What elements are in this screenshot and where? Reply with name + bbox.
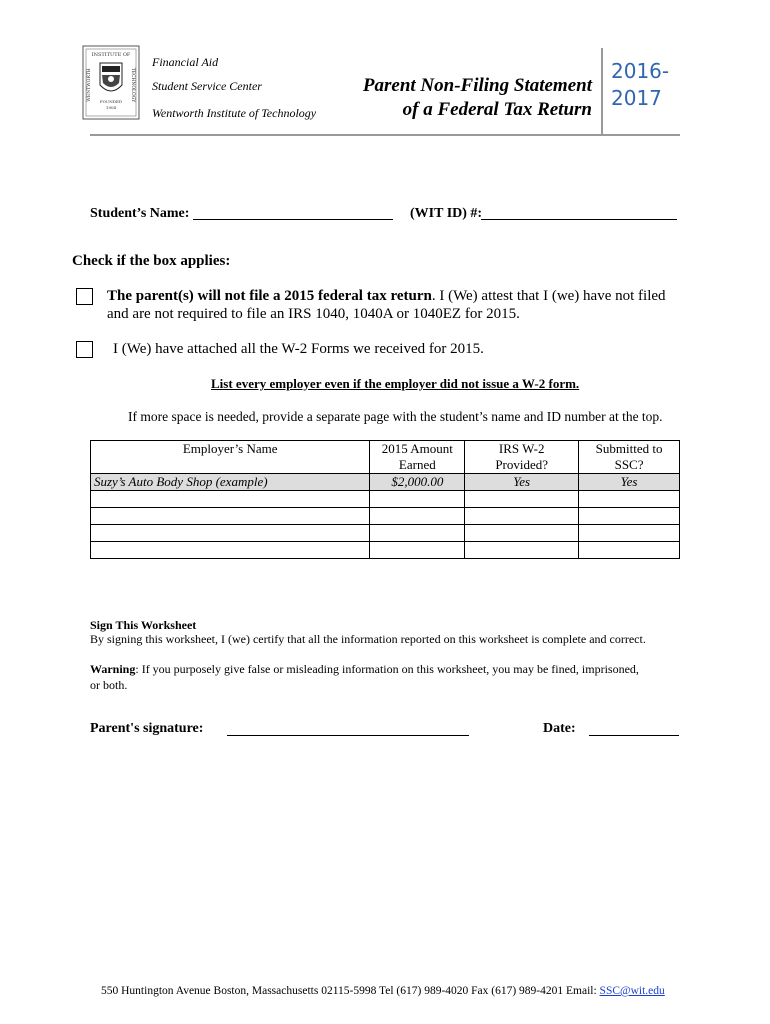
col-header-w2-provided: IRS W-2 Provided? [465, 441, 579, 474]
header-horizontal-rule [90, 134, 680, 136]
seal-text-year: 1904 [105, 105, 117, 110]
w2-cell[interactable] [465, 508, 579, 525]
submitted-cell[interactable] [579, 491, 680, 508]
example-submitted: Yes [579, 474, 680, 491]
employer-name-cell[interactable] [91, 525, 370, 542]
employer-table [90, 440, 680, 559]
not-filing-statement-line2: and are not required to file an IRS 1040, 1040A or 1040EZ for 2015. [107, 306, 520, 322]
example-w2: Yes [465, 474, 579, 491]
institute-name-label: Wentworth Institute of Technology [152, 106, 317, 120]
amount-cell[interactable] [370, 508, 465, 525]
student-service-center-label: Student Service Center [152, 79, 262, 93]
warning-label: Warning [90, 662, 136, 676]
award-year-line2: 2017 [611, 86, 662, 110]
w2-cell[interactable] [465, 491, 579, 508]
date-field[interactable] [589, 735, 679, 736]
footer-email-link[interactable]: SSC@wit.edu [599, 985, 665, 997]
check-heading: Check if the box applies: [72, 253, 231, 269]
employer-name-cell[interactable] [91, 508, 370, 525]
footer-contact [101, 985, 665, 997]
parent-signature-label: Parent's signature: [90, 721, 204, 736]
document-title-line1: Parent Non-Filing Statement [362, 75, 592, 96]
award-year-line1: 2016- [611, 59, 670, 83]
submitted-cell[interactable] [579, 508, 680, 525]
table-row[interactable] [91, 525, 680, 542]
example-employer-name: Suzy’s Auto Body Shop (example) [91, 474, 370, 491]
more-space-instruction: If more space is needed, provide a separate page with the student’s name and ID number at the top. [128, 409, 663, 424]
date-label: Date: [543, 721, 576, 736]
table-row-example [91, 474, 680, 491]
list-every-employer-instruction: List every employer even if the employer did not issue a W-2 form. [211, 376, 580, 391]
not-filing-statement-bold: The parent(s) will not file a 2015 federal tax return [107, 288, 432, 304]
not-filing-checkbox[interactable] [76, 288, 93, 305]
example-amount: $2,000.00 [370, 474, 465, 491]
student-name-label: Student’s Name: [90, 206, 190, 221]
submitted-cell[interactable] [579, 525, 680, 542]
seal-text-founded: FOUNDED [99, 99, 123, 104]
not-filing-statement-rest: . I (We) attest that I (we) have not filed [431, 288, 666, 304]
submitted-cell[interactable] [579, 542, 680, 559]
table-row[interactable] [91, 491, 680, 508]
seal-text-left: WENTWORTH [87, 68, 92, 102]
amount-cell[interactable] [370, 491, 465, 508]
employer-name-cell[interactable] [91, 542, 370, 559]
wit-id-field[interactable] [481, 219, 677, 220]
employer-name-cell[interactable] [91, 491, 370, 508]
wit-seal-logo [82, 45, 140, 120]
warning-statement [90, 662, 639, 677]
header-vertical-rule [601, 48, 603, 134]
parent-signature-field[interactable] [227, 735, 469, 736]
sign-heading: Sign This Worksheet [90, 618, 197, 632]
col-header-employer-name: Employer’s Name [91, 441, 370, 474]
w2-cell[interactable] [465, 525, 579, 542]
footer-address: 550 Huntington Avenue Boston, Massachusetts 02115-5998 Tel (617) 989-4020 Fax (617) 989-4201 Email: [101, 985, 600, 997]
not-filing-statement [107, 288, 666, 305]
w2-cell[interactable] [465, 542, 579, 559]
student-name-field[interactable] [193, 219, 393, 220]
wit-id-label: (WIT ID) #: [410, 206, 483, 221]
table-header-row [91, 441, 680, 474]
document-title-line2: of a Federal Tax Return [402, 99, 592, 120]
financial-aid-label: Financial Aid [152, 55, 219, 69]
amount-cell[interactable] [370, 525, 465, 542]
seal-text-right: TECHNOLOGY [130, 67, 135, 103]
table-row[interactable] [91, 508, 680, 525]
seal-text-top: INSTITUTE OF [91, 52, 131, 58]
amount-cell[interactable] [370, 542, 465, 559]
certify-statement: By signing this worksheet, I (we) certify that all the information reported on this worksheet is complete and correct. [90, 632, 646, 646]
col-header-submitted-ssc: Submitted to SSC? [579, 441, 680, 474]
col-header-amount-earned: 2015 Amount Earned [370, 441, 465, 474]
w2-attached-checkbox[interactable] [76, 341, 93, 358]
warning-text: : If you purposely give false or misleading information on this worksheet, you may be fined, imprisoned, [135, 662, 639, 676]
table-row[interactable] [91, 542, 680, 559]
w2-attached-statement: I (We) have attached all the W-2 Forms we received for 2015. [113, 341, 484, 357]
warning-statement-line2: or both. [90, 678, 128, 692]
